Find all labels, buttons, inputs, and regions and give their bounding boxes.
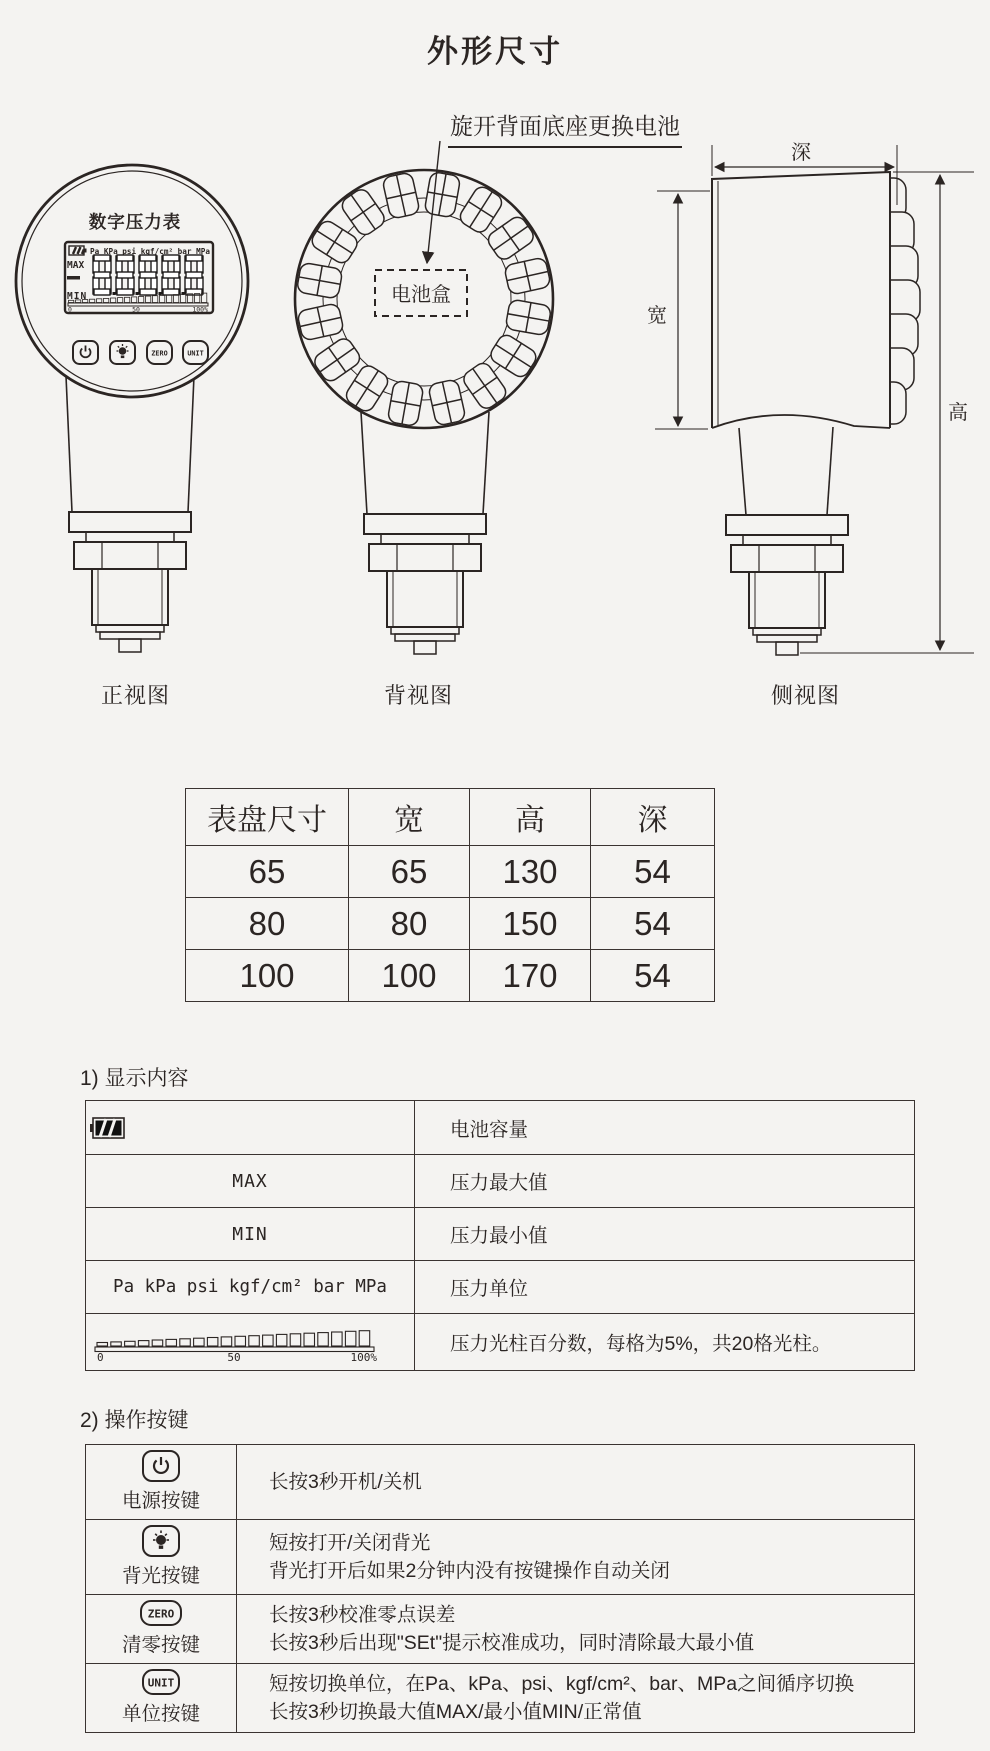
table-row xyxy=(86,1155,915,1208)
action-line: 长按3秒校准零点误差 xyxy=(269,1603,456,1626)
action-line: 长按3秒开机/关机 xyxy=(269,1470,422,1493)
min-desc: 压力最小值 xyxy=(415,1208,915,1261)
bargraph-symbol-cell xyxy=(86,1314,415,1371)
cell-dial-80: 80 xyxy=(186,898,349,950)
table-row xyxy=(86,1101,915,1155)
action-line: 长按3秒切换最大值MAX/最小值MIN/正常值 xyxy=(269,1701,642,1723)
power-key-actions xyxy=(237,1445,915,1520)
cell-width: 65 xyxy=(349,846,470,898)
unit-button-label: UNIT xyxy=(187,349,204,358)
battery-box-label: 电池盒 xyxy=(391,284,451,306)
front-view-drawing xyxy=(16,165,248,652)
zero-key-cell xyxy=(86,1595,237,1664)
table-row xyxy=(186,898,715,950)
action-line: 短按打开/关闭背光 xyxy=(269,1531,431,1554)
cell-width: 100 xyxy=(349,950,470,1002)
units-desc: 压力单位 xyxy=(415,1261,915,1314)
bargraph-icon xyxy=(87,1320,387,1364)
cell-depth: 54 xyxy=(591,846,715,898)
col-header-height: 高 xyxy=(470,789,591,846)
back-view-label: 背视图 xyxy=(384,683,454,708)
cell-height: 130 xyxy=(470,846,591,898)
battery-desc: 电池容量 xyxy=(415,1101,915,1155)
lcd-units: Pa KPa psi kgf/cm² bar MPa xyxy=(90,247,216,256)
action-line: 背光打开后如果2分钟内没有按键操作自动关闭 xyxy=(269,1560,670,1582)
zero-key-label: 清零按键 xyxy=(121,1634,200,1656)
cell-width: 80 xyxy=(349,898,470,950)
display-section-heading: 1) 显示内容 xyxy=(80,1067,189,1090)
lcd-scale-100: 100% xyxy=(192,305,208,314)
backlight-key-cell xyxy=(86,1520,237,1595)
col-header-depth: 深 xyxy=(591,789,715,846)
keys-section-heading: 2) 操作按键 xyxy=(80,1409,189,1432)
dial-title: 数字压力表 xyxy=(88,212,182,232)
lcd-scale-0: 0 xyxy=(68,305,72,314)
lcd-minus-sign xyxy=(67,276,80,280)
bargraph-scale-50: 50 xyxy=(227,1351,241,1364)
table-row xyxy=(86,1595,915,1664)
table-row xyxy=(86,1664,915,1733)
cell-depth: 54 xyxy=(591,950,715,1002)
unit-key-icon xyxy=(138,1668,184,1696)
power-key-cell xyxy=(86,1445,237,1520)
page-title: 外形尺寸 xyxy=(427,34,563,69)
cell-height: 150 xyxy=(470,898,591,950)
bargraph-desc: 压力光柱百分数，每格为5%，共20格光柱。 xyxy=(415,1314,915,1371)
battery-box xyxy=(375,270,467,316)
bargraph-scale-100: 100% xyxy=(350,1351,377,1364)
table-row xyxy=(186,950,715,1002)
cell-depth: 54 xyxy=(591,898,715,950)
battery-symbol-cell xyxy=(86,1101,415,1155)
operation-keys-table xyxy=(85,1444,915,1733)
unit-key-cell xyxy=(86,1664,237,1733)
width-label: 宽 xyxy=(647,305,667,327)
power-key-label: 电源按键 xyxy=(121,1490,200,1512)
zero-key-text: ZERO xyxy=(147,1607,175,1621)
table-row xyxy=(86,1314,915,1371)
back-view-drawing xyxy=(295,141,553,654)
bargraph-scale-0: 0 xyxy=(97,1351,104,1364)
cell-dial-65: 65 xyxy=(186,846,349,898)
table-row xyxy=(186,846,715,898)
col-header-width: 宽 xyxy=(349,789,470,846)
battery-replace-note: 旋开背面底座更换电池 xyxy=(448,108,682,148)
battery-icon xyxy=(87,1114,127,1142)
width-dimension xyxy=(647,191,710,429)
lcd-scale-50: 50 xyxy=(132,305,140,314)
power-icon xyxy=(138,1449,184,1483)
action-line: 短按切换单位，在Pa、kPa、psi、kgf/cm²、bar、MPa之间循序切换 xyxy=(269,1672,855,1695)
front-view-label: 正视图 xyxy=(101,683,171,708)
cell-height: 170 xyxy=(470,950,591,1002)
lcd-max-label: MAX xyxy=(67,260,85,271)
action-line: 长按3秒后出现"SEt"提示校准成功，同时清除最大最小值 xyxy=(269,1632,755,1654)
dimension-table-header-row xyxy=(186,789,715,846)
zero-key-icon xyxy=(138,1599,184,1627)
unit-key-label: 单位按键 xyxy=(121,1703,200,1725)
lcd-digits xyxy=(93,255,203,295)
zero-key-actions xyxy=(237,1595,915,1664)
unit-key-text: UNIT xyxy=(147,1676,175,1690)
backlight-key-label: 背光按键 xyxy=(121,1565,200,1587)
lcd-min-label: MIN xyxy=(67,291,88,302)
table-row xyxy=(86,1261,915,1314)
unit-key-actions xyxy=(237,1664,915,1733)
backlight-icon xyxy=(138,1524,184,1558)
side-body xyxy=(712,172,890,428)
table-row xyxy=(86,1520,915,1595)
depth-label: 深 xyxy=(791,142,811,164)
table-row xyxy=(86,1208,915,1261)
max-symbol: MAX xyxy=(86,1155,415,1208)
side-view-drawing xyxy=(647,141,974,655)
technical-drawing xyxy=(0,95,990,715)
min-symbol: MIN xyxy=(86,1208,415,1261)
cell-dial-100: 100 xyxy=(186,950,349,1002)
display-content-table xyxy=(85,1100,915,1371)
table-row xyxy=(86,1445,915,1520)
pressure-units-symbol: Pa kPa psi kgf/cm² bar MPa xyxy=(86,1261,415,1314)
col-header-dial-size: 表盘尺寸 xyxy=(186,789,349,846)
backlight-key-actions xyxy=(237,1520,915,1595)
side-view-label: 侧视图 xyxy=(771,683,841,708)
zero-button-label: ZERO xyxy=(151,349,168,358)
dimension-table xyxy=(185,788,714,1002)
height-label: 高 xyxy=(948,402,968,424)
max-desc: 压力最大值 xyxy=(415,1155,915,1208)
